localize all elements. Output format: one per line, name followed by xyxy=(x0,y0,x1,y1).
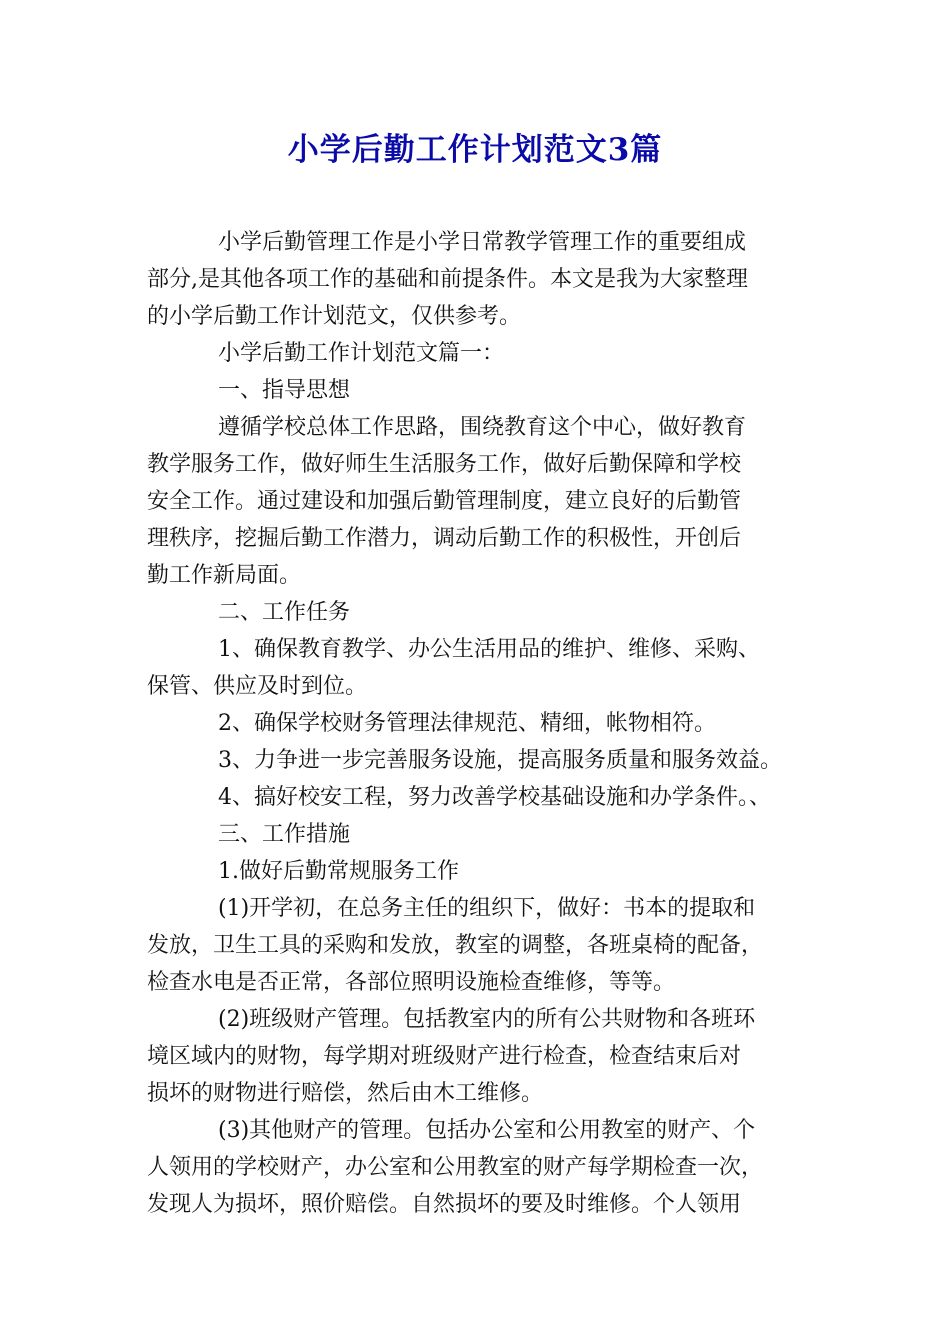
subsection-heading: 1.做好后勤常规服务工作 xyxy=(218,859,459,884)
body-line: 损坏的财物进行赔偿，然后由木工维修。 xyxy=(147,1081,544,1106)
body-line: 安全工作。通过建设和加强后勤管理制度，建立良好的后勤管 xyxy=(147,489,742,514)
list-item: 1、确保教育教学、办公生活用品的维护、维修、采购、 xyxy=(218,637,760,662)
body-line: 境区域内的财物，每学期对班级财产进行检查，检查结束后对 xyxy=(147,1044,742,1069)
body-line: 检查水电是否正常，各部位照明设施检查维修，等等。 xyxy=(147,970,676,995)
list-item: (2)班级财产管理。包括教室内的所有公共财物和各班环 xyxy=(218,1007,756,1032)
section-heading: 三、工作措施 xyxy=(218,822,351,847)
body-line: 发放，卫生工具的采购和发放，教室的调整，各班桌椅的配备， xyxy=(147,933,764,958)
list-item: 2、确保学校财务管理法律规范、精细，帐物相符。 xyxy=(218,711,716,736)
body-line: 的小学后勤工作计划范文，仅供参考。 xyxy=(147,304,522,329)
body-line: 勤工作新局面。 xyxy=(147,563,302,588)
section-heading: 一、指导思想 xyxy=(218,378,351,403)
body-line: 部分,是其他各项工作的基础和前提条件。本文是我为大家整理 xyxy=(147,267,748,292)
list-item: (3)其他财产的管理。包括办公室和公用教室的财产、个 xyxy=(218,1118,756,1143)
body-line: 人领用的学校财产，办公室和公用教室的财产每学期检查一次， xyxy=(147,1155,764,1180)
list-item: 4、搞好校安工程，努力改善学校基础设施和办学条件。、 xyxy=(218,785,771,810)
list-item: (1)开学初，在总务主任的组织下，做好：书本的提取和 xyxy=(218,896,756,921)
body-line: 教学服务工作，做好师生生活服务工作，做好后勤保障和学校 xyxy=(147,452,742,477)
body-line: 保管、供应及时到位。 xyxy=(147,674,368,699)
section-heading: 二、工作任务 xyxy=(218,600,351,625)
body-line: 小学后勤管理工作是小学日常教学管理工作的重要组成 xyxy=(218,230,747,255)
document-title: 小学后勤工作计划范文3篇 xyxy=(287,132,663,168)
body-line: 遵循学校总体工作思路，围绕教育这个中心，做好教育 xyxy=(218,415,747,440)
section-heading: 小学后勤工作计划范文篇一： xyxy=(218,341,505,366)
list-item: 3、力争进一步完善服务设施，提高服务质量和服务效益。 xyxy=(218,748,782,773)
body-line: 理秩序，挖掘后勤工作潜力，调动后勤工作的积极性，开创后 xyxy=(147,526,742,551)
body-line: 发现人为损坏，照价赔偿。自然损坏的要及时维修。个人领用 xyxy=(147,1192,742,1217)
document-body xyxy=(147,224,827,1223)
